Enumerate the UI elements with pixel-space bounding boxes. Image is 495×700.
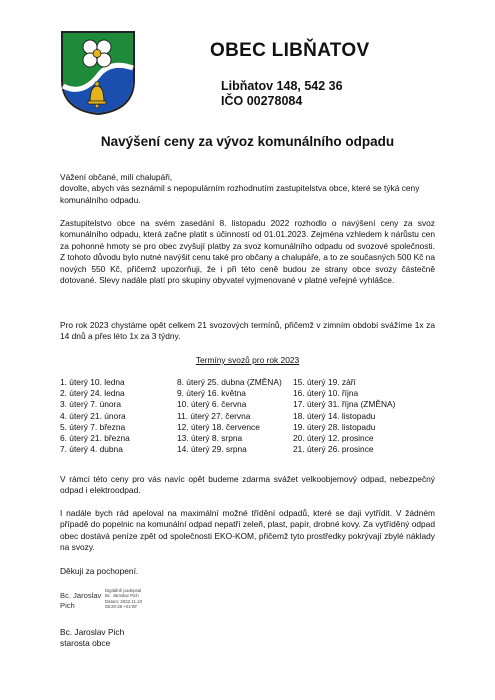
digital-signature-name: Bc. Jaroslav Pich (60, 591, 102, 610)
municipality-ico: IČO 00278084 (221, 94, 303, 108)
schedule-title: Termíny svozů pro rok 2023 (195, 355, 300, 365)
schedule-item: 2. úterý 24. ledna (60, 388, 125, 399)
signer-name: Bc. Jaroslav Pich (60, 627, 125, 637)
schedule-item: 9. úterý 16. května (177, 388, 246, 399)
schedule-item: 8. úterý 25. dubna (ZMĚNA) (177, 377, 282, 387)
schedule-column-3 (293, 377, 395, 455)
greeting-salutation: Vážení občané, milí chalupáři, (60, 172, 173, 182)
digital-signature-details: Digitálně podepsal Bc. Jaroslav Pich Datum: 2022.11.10 08:20:48 +01'00' (105, 588, 143, 610)
municipality-name: OBEC LIBŇATOV (210, 40, 370, 61)
paragraph-collection-plan: Pro rok 2023 chystáme opět celkem 21 svozových termínů, přičemž v zimním období svážíme 1x za 14 dnů a přes léto 1x za 3 týdny. (60, 320, 435, 342)
paragraph-recycling: I nadále bych rád apeloval na maximální možné třídění odpadů, které se daji vytřídit. V žádném případě do popelnic na komunální odpad nepatří zeleň, plast, papír, drobné kovy. Za vytříděný odpad obec dostává peníze zpět od společnosti EKO-KOM, přičemž tyto prostředky pokrývají zbylé náklady na svozy. (60, 508, 435, 553)
schedule-item: 18. úterý 14. listopadu (293, 410, 376, 421)
letter-title: Navýšení ceny za vývoz komunálního odpadu (100, 134, 395, 149)
signer-role: starosta obce (60, 638, 111, 649)
schedule-column-2 (177, 377, 282, 455)
schedule-item: 16. úterý 10. října (293, 388, 359, 399)
schedule-item: 21. úterý 26. prosince (293, 444, 374, 455)
schedule-item: 10. úterý 6. června (177, 399, 247, 410)
schedule-item: 17. úterý 31. října (ZMĚNA) (293, 399, 396, 410)
schedule-item: 7. úterý 4. dubna (60, 444, 123, 455)
schedule-item: 1. úterý 10. ledna (60, 377, 125, 387)
schedule-item: 4. úterý 21. února (60, 410, 126, 421)
coat-of-arms-icon (60, 30, 136, 116)
municipality-address: Libňatov 148, 542 36 (221, 79, 343, 93)
schedule-column-1 (60, 377, 130, 455)
signer-block (60, 627, 124, 650)
schedule-item: 14. úterý 29. srpna (177, 444, 247, 455)
closing-thanks: Děkuji za pochopení. (60, 566, 139, 576)
greeting (60, 172, 435, 206)
paragraph-price-increase: Zastupitelstvo obce na svém zasedání 8. listopadu 2022 rozhodlo o navýšení ceny za svoz komunálního odpadu, která začne platit s účinností od 01.01.2023. Zejména vzhledem k nárůstu cen za pohonné hmoty se pro obec zvyšují platby za svoz komunálního odpadu od svozové společnosti. Z tohoto důvodu bylo nutné navýšit cenu také pro občany a chalupáře, a to ze současných 500 Kč na nových 550 Kč, přičemž upozorňuji, že i při této ceně budou ze strany obce svozy částečně dotované. Slevy nadále platí pro skupiny obyvatel vyjmenované v platné veřejné vyhlášce. (60, 218, 435, 286)
paragraph-bulky-waste: V rámci této ceny pro vás navíc opět budeme zdarma svážet velkoobjemový odpad, nebezpečný odpad i elektroodpad. (60, 474, 435, 496)
schedule-item: 13. úterý 8. srpna (177, 433, 243, 444)
schedule-item: 12. úterý 18. července (177, 421, 260, 432)
schedule-item: 6. úterý 21. března (60, 433, 130, 444)
greeting-intro: dovolte, abych vás seznámil s nepopulárním rozhodnutím zastupitelstva obce, které se týká ceny komunálního odpadu. (60, 183, 420, 205)
schedule-item: 15. úterý 19. září (293, 377, 356, 387)
schedule-item: 3. úterý 7. února (60, 399, 121, 410)
schedule-item: 19. úterý 28. listopadu (293, 421, 376, 432)
schedule-item: 20. úterý 12. prosince (293, 433, 374, 444)
schedule-item: 5. úterý 7. března (60, 421, 126, 432)
schedule-item: 11. úterý 27. června (177, 410, 251, 421)
